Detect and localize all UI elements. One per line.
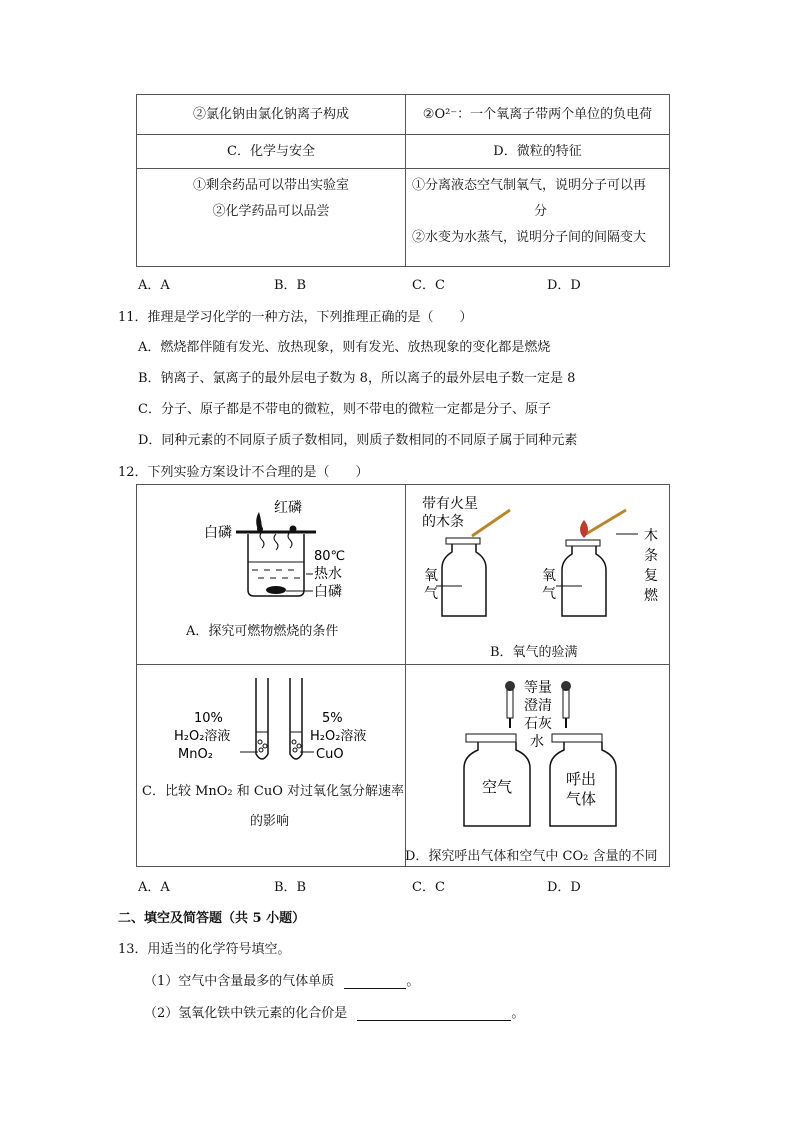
dropper-tube bbox=[563, 690, 569, 718]
label-percent-10: 10% bbox=[194, 711, 223, 726]
q11-option-c[interactable]: C．分子、原子都是不带电的微粒，则不带电的微粒一定都是分子、原子 bbox=[138, 402, 551, 417]
q13-part-2 bbox=[144, 1002, 524, 1021]
cell-text: ②水变为水蒸气，说明分子间的间隔变大 bbox=[412, 230, 647, 245]
oxygen-test-diagram bbox=[416, 490, 666, 630]
q13-part-2-text: （2）氢氧化铁中铁元素的化合价是 bbox=[144, 1006, 348, 1021]
q12-caption-c-1: C．比较 MnO₂ 和 CuO 对过氧化氢分解速率 bbox=[142, 784, 405, 799]
table-cell bbox=[406, 169, 670, 267]
label-glowing-stick-2: 的木条 bbox=[422, 514, 464, 530]
glass-cover bbox=[446, 538, 480, 544]
label-relight-3: 复 bbox=[644, 568, 658, 584]
flame-icon bbox=[580, 520, 588, 538]
cell-text: ①剩余药品可以带出实验室 bbox=[192, 178, 349, 193]
q11-option-a[interactable]: A．燃烧都伴随有发光、放热现象，则有发光、放热现象的变化都是燃烧 bbox=[138, 340, 551, 355]
q11-option-d[interactable]: D．同种元素的不同原子质子数相同，则质子数相同的不同原子属于同种元素 bbox=[138, 433, 578, 448]
label-clear: 澄清 bbox=[524, 698, 552, 714]
label-relight-1: 木 bbox=[644, 528, 658, 544]
test-tube bbox=[290, 678, 302, 759]
label-oxygen: 氧 bbox=[542, 568, 556, 584]
label-red-phosphorus: 红磷 bbox=[274, 500, 302, 516]
wooden-stick bbox=[586, 510, 626, 534]
option-c[interactable]: C．C bbox=[412, 880, 445, 895]
option-d[interactable]: D．D bbox=[547, 880, 581, 895]
label-exhaled-1: 呼出 bbox=[566, 770, 597, 788]
table-cell bbox=[137, 135, 406, 169]
q13-part-1-end: 。 bbox=[406, 974, 420, 989]
option-b[interactable]: B．B bbox=[274, 880, 307, 895]
combustion-apparatus-diagram bbox=[196, 490, 366, 610]
bubbles bbox=[258, 740, 301, 752]
q11-option-b[interactable]: B．钠离子、氯离子的最外层电子数为 8，所以离子的最外层电子数一定是 8 bbox=[138, 371, 576, 386]
limewater-test-diagram bbox=[430, 676, 650, 836]
label-oxygen-2: 气 bbox=[542, 586, 556, 602]
label-h2o2-right: H₂O₂溶液 bbox=[310, 729, 367, 744]
cell-text: D．微粒的特征 bbox=[493, 143, 582, 159]
water-dashes bbox=[252, 570, 300, 578]
q13-part-1-text: （1）空气中含量最多的气体单质 bbox=[144, 974, 335, 989]
steam-icon bbox=[274, 534, 278, 550]
cell-text: ①分离液态空气制氧气，说明分子可以再 bbox=[412, 178, 647, 193]
label-h2o2-left: H₂O₂溶液 bbox=[174, 729, 231, 744]
q12-caption-b: B．氧气的验满 bbox=[490, 645, 578, 660]
glass-cover bbox=[566, 540, 600, 546]
test-tube bbox=[256, 678, 268, 759]
q13-stem: 13．用适当的化学符号填空。 bbox=[118, 942, 291, 957]
q12-caption-a: A．探究可燃物燃烧的条件 bbox=[186, 624, 339, 639]
label-equal: 等量 bbox=[524, 680, 552, 696]
table-cell bbox=[406, 95, 670, 135]
label-temperature: 80℃ bbox=[314, 549, 346, 564]
section-heading: 二、填空及简答题（共 5 小题） bbox=[118, 911, 306, 926]
test-tube-diagram bbox=[170, 672, 390, 772]
steam-icon bbox=[288, 532, 292, 548]
label-white-phosphorus-water: 白磷 bbox=[314, 584, 342, 600]
phosphorus-lump bbox=[257, 526, 263, 532]
steam-icon bbox=[260, 532, 264, 548]
label-hot-water: 热水 bbox=[314, 566, 342, 582]
q12-caption-c-2: 的影响 bbox=[250, 814, 290, 829]
label-mno2: MnO₂ bbox=[178, 747, 213, 762]
label-oxygen-2: 气 bbox=[424, 586, 438, 602]
label-air: 空气 bbox=[482, 778, 513, 796]
underwater-phosphorus bbox=[266, 586, 286, 594]
label-relight-4: 燃 bbox=[644, 588, 658, 604]
option-d[interactable]: D．D bbox=[547, 278, 581, 293]
table-cell bbox=[137, 95, 406, 135]
label-percent-5: 5% bbox=[322, 711, 343, 726]
table-cell bbox=[137, 169, 406, 267]
cell-text: C．化学与安全 bbox=[227, 143, 315, 159]
q10-table bbox=[136, 94, 670, 267]
label-oxygen: 氧 bbox=[424, 568, 438, 584]
cell-text: ②氯化钠由氯化钠离子构成 bbox=[192, 106, 349, 122]
option-b[interactable]: B．B bbox=[274, 278, 307, 293]
dropper-tube bbox=[507, 690, 513, 718]
label-water: 水 bbox=[530, 734, 544, 750]
wooden-stick bbox=[472, 510, 510, 536]
label-glowing-stick: 带有火星 bbox=[422, 496, 478, 512]
q11-stem: 11．推理是学习化学的一种方法，下列推理正确的是（ ） bbox=[118, 310, 473, 325]
option-c[interactable]: C．C bbox=[412, 278, 445, 293]
answer-blank-2[interactable] bbox=[357, 1006, 511, 1021]
answer-blank-1[interactable] bbox=[344, 974, 406, 989]
gas-bottle bbox=[442, 544, 486, 616]
option-a[interactable]: A．A bbox=[138, 278, 170, 293]
label-cuo: CuO bbox=[316, 747, 344, 762]
q12-caption-d: D．探究呼出气体和空气中 CO₂ 含量的不同 bbox=[405, 849, 658, 864]
label-exhaled-2: 气体 bbox=[566, 790, 597, 808]
table-cell bbox=[406, 135, 670, 169]
label-white-phosphorus: 白磷 bbox=[204, 525, 232, 541]
red-phosphorus-lump bbox=[290, 526, 297, 533]
gas-bottle bbox=[562, 546, 606, 616]
label-lime: 石灰 bbox=[524, 716, 552, 732]
q12-stem: 12．下列实验方案设计不合理的是（ ） bbox=[118, 465, 369, 480]
cell-text: ②化学药品可以品尝 bbox=[212, 204, 330, 219]
option-a[interactable]: A．A bbox=[138, 880, 170, 895]
cell-text: 分 bbox=[533, 204, 547, 219]
label-relight-2: 条 bbox=[644, 548, 658, 564]
bottle-cover bbox=[552, 734, 602, 742]
bottle-cover bbox=[466, 734, 516, 742]
q13-part-2-end: 。 bbox=[511, 1006, 525, 1021]
q13-part-1 bbox=[144, 970, 419, 989]
cell-text: ②O²⁻：一个氧离子带两个单位的负电荷 bbox=[422, 106, 653, 122]
